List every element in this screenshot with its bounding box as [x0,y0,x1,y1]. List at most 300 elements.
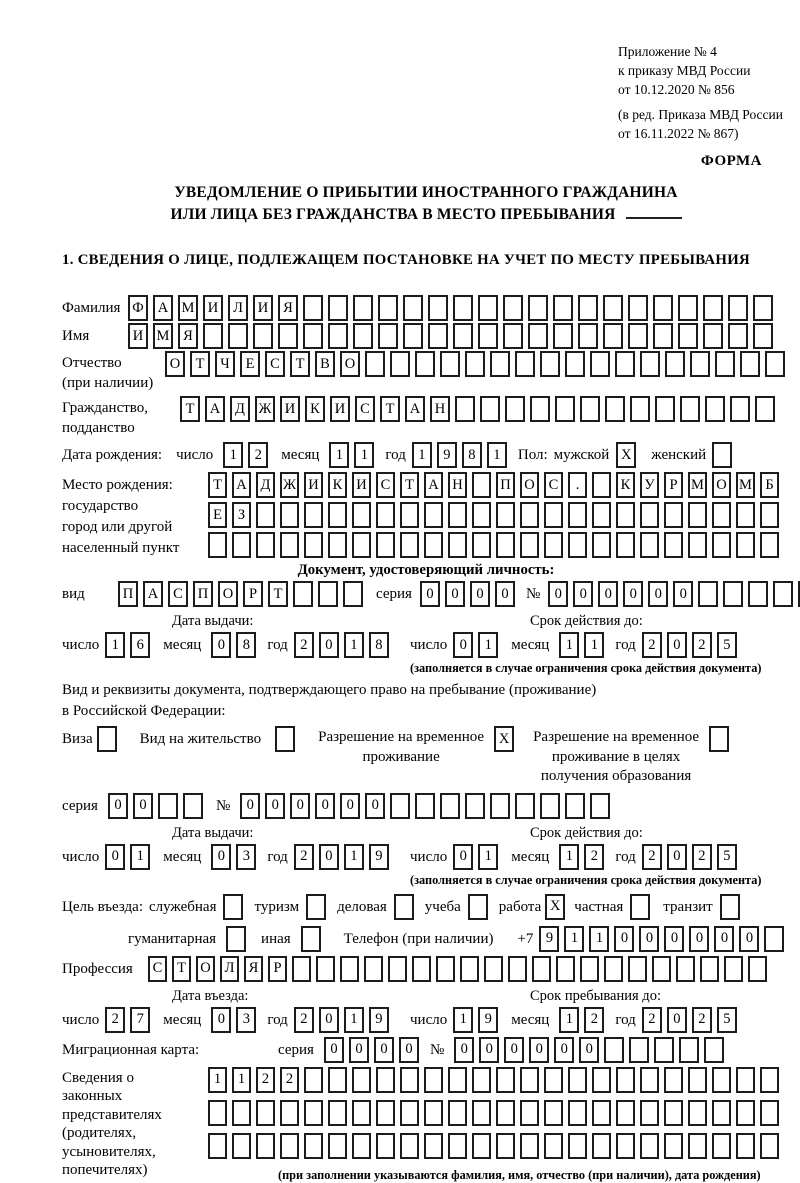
char-cell[interactable]: Ж [280,472,299,498]
char-cell[interactable]: Т [180,396,200,422]
char-cell[interactable] [318,581,338,607]
char-cell[interactable]: 1 [412,442,432,468]
char-cell[interactable]: 2 [280,1067,299,1093]
char-cell[interactable] [480,396,500,422]
char-cell[interactable] [415,351,435,377]
char-cell[interactable] [568,1133,587,1159]
char-cell[interactable]: Ч [215,351,235,377]
char-cell[interactable]: 0 [211,632,231,658]
char-cell[interactable] [736,502,755,528]
char-cell[interactable]: П [118,581,138,607]
char-cell[interactable] [203,323,223,349]
char-cell[interactable]: А [205,396,225,422]
char-cell[interactable] [158,793,178,819]
char-cell[interactable]: 0 [598,581,618,607]
char-cell[interactable] [328,295,348,321]
char-cell[interactable]: 0 [290,793,310,819]
residence-permit-checkbox[interactable] [275,726,295,752]
char-cell[interactable] [520,1133,539,1159]
char-cell[interactable]: 0 [495,581,515,607]
char-cell[interactable] [376,1067,395,1093]
char-cell[interactable]: 8 [369,632,389,658]
char-cell[interactable] [604,1037,624,1063]
char-cell[interactable] [400,1067,419,1093]
char-cell[interactable]: 2 [584,1007,604,1033]
char-cell[interactable] [428,323,448,349]
char-cell[interactable] [503,323,523,349]
char-cell[interactable]: 1 [453,1007,473,1033]
char-cell[interactable] [568,532,587,558]
char-cell[interactable]: 0 [374,1037,394,1063]
char-cell[interactable] [592,472,611,498]
char-cell[interactable] [424,1100,443,1126]
char-cell[interactable] [664,1067,683,1093]
char-cell[interactable]: 0 [340,793,360,819]
purpose-work-checkbox[interactable]: X [545,894,565,920]
char-cell[interactable]: О [218,581,238,607]
char-cell[interactable] [603,295,623,321]
char-cell[interactable]: 9 [369,844,389,870]
char-cell[interactable] [303,323,323,349]
char-cell[interactable]: 0 [623,581,643,607]
char-cell[interactable] [655,396,675,422]
char-cell[interactable] [253,323,273,349]
char-cell[interactable]: 0 [315,793,335,819]
char-cell[interactable]: К [616,472,635,498]
char-cell[interactable] [328,323,348,349]
char-cell[interactable]: О [196,956,215,982]
char-cell[interactable] [304,1133,323,1159]
char-cell[interactable] [760,1100,779,1126]
char-cell[interactable] [712,1100,731,1126]
char-cell[interactable]: 8 [462,442,482,468]
char-cell[interactable] [688,1133,707,1159]
char-cell[interactable]: 1 [223,442,243,468]
char-cell[interactable]: 3 [236,1007,256,1033]
char-cell[interactable] [544,502,563,528]
char-cell[interactable] [688,1067,707,1093]
char-cell[interactable] [615,351,635,377]
char-cell[interactable]: Е [208,502,227,528]
char-cell[interactable] [676,956,695,982]
char-cell[interactable]: Д [256,472,275,498]
char-cell[interactable] [603,323,623,349]
char-cell[interactable]: 0 [211,844,231,870]
char-cell[interactable] [328,532,347,558]
char-cell[interactable] [664,1133,683,1159]
char-cell[interactable] [390,351,410,377]
char-cell[interactable]: З [232,502,251,528]
char-cell[interactable] [712,1067,731,1093]
char-cell[interactable] [640,1100,659,1126]
char-cell[interactable] [505,396,525,422]
char-cell[interactable] [412,956,431,982]
char-cell[interactable] [448,532,467,558]
char-cell[interactable] [568,1100,587,1126]
char-cell[interactable] [376,532,395,558]
char-cell[interactable] [280,532,299,558]
char-cell[interactable] [328,1133,347,1159]
char-cell[interactable] [723,581,743,607]
char-cell[interactable]: Л [228,295,248,321]
char-cell[interactable]: 6 [130,632,150,658]
char-cell[interactable]: С [148,956,167,982]
char-cell[interactable] [736,1133,755,1159]
char-cell[interactable]: 1 [478,632,498,658]
char-cell[interactable] [365,351,385,377]
char-cell[interactable]: 2 [642,1007,662,1033]
char-cell[interactable]: С [376,472,395,498]
char-cell[interactable]: Р [268,956,287,982]
char-cell[interactable] [424,532,443,558]
char-cell[interactable]: 0 [689,926,709,952]
char-cell[interactable]: 1 [559,844,579,870]
char-cell[interactable] [515,351,535,377]
char-cell[interactable] [340,956,359,982]
char-cell[interactable] [304,1067,323,1093]
char-cell[interactable] [465,793,485,819]
char-cell[interactable] [532,956,551,982]
char-cell[interactable] [455,396,475,422]
char-cell[interactable] [496,1133,515,1159]
char-cell[interactable] [400,502,419,528]
char-cell[interactable]: 5 [717,1007,737,1033]
char-cell[interactable] [688,502,707,528]
char-cell[interactable]: Т [268,581,288,607]
char-cell[interactable]: 1 [487,442,507,468]
char-cell[interactable] [515,793,535,819]
char-cell[interactable] [353,295,373,321]
char-cell[interactable]: Н [430,396,450,422]
char-cell[interactable] [472,1100,491,1126]
temp-residence-checkbox[interactable]: X [494,726,514,752]
char-cell[interactable]: 0 [714,926,734,952]
char-cell[interactable] [628,956,647,982]
char-cell[interactable] [753,295,773,321]
char-cell[interactable] [496,532,515,558]
char-cell[interactable]: 1 [559,632,579,658]
char-cell[interactable] [553,323,573,349]
char-cell[interactable]: 0 [349,1037,369,1063]
char-cell[interactable]: 0 [639,926,659,952]
char-cell[interactable] [616,1067,635,1093]
char-cell[interactable]: 0 [667,1007,687,1033]
char-cell[interactable]: Р [664,472,683,498]
char-cell[interactable] [428,295,448,321]
char-cell[interactable] [256,1100,275,1126]
char-cell[interactable]: 0 [648,581,668,607]
char-cell[interactable]: И [280,396,300,422]
char-cell[interactable] [616,502,635,528]
char-cell[interactable] [256,1133,275,1159]
char-cell[interactable]: . [568,472,587,498]
char-cell[interactable] [703,323,723,349]
char-cell[interactable] [664,1100,683,1126]
char-cell[interactable] [448,502,467,528]
char-cell[interactable] [592,1067,611,1093]
char-cell[interactable] [724,956,743,982]
char-cell[interactable]: 0 [667,632,687,658]
char-cell[interactable]: 0 [319,1007,339,1033]
char-cell[interactable] [208,532,227,558]
char-cell[interactable]: 0 [573,581,593,607]
char-cell[interactable] [304,1100,323,1126]
char-cell[interactable] [712,532,731,558]
char-cell[interactable] [760,1067,779,1093]
char-cell[interactable]: 0 [108,793,128,819]
char-cell[interactable] [440,793,460,819]
char-cell[interactable]: 0 [319,632,339,658]
char-cell[interactable]: О [165,351,185,377]
char-cell[interactable]: 2 [105,1007,125,1033]
char-cell[interactable] [292,956,311,982]
char-cell[interactable] [664,532,683,558]
char-cell[interactable]: С [168,581,188,607]
char-cell[interactable] [592,502,611,528]
char-cell[interactable]: О [520,472,539,498]
char-cell[interactable] [496,502,515,528]
char-cell[interactable] [544,1100,563,1126]
char-cell[interactable] [316,956,335,982]
char-cell[interactable]: 7 [130,1007,150,1033]
char-cell[interactable] [453,295,473,321]
char-cell[interactable]: 0 [554,1037,574,1063]
char-cell[interactable]: П [496,472,515,498]
char-cell[interactable]: 0 [667,844,687,870]
char-cell[interactable] [228,323,248,349]
char-cell[interactable] [232,1100,251,1126]
char-cell[interactable] [760,532,779,558]
char-cell[interactable] [440,351,460,377]
char-cell[interactable] [753,323,773,349]
char-cell[interactable] [640,351,660,377]
char-cell[interactable]: С [265,351,285,377]
sex-female-checkbox[interactable] [712,442,732,468]
char-cell[interactable]: П [193,581,213,607]
char-cell[interactable]: 5 [717,844,737,870]
char-cell[interactable]: Н [448,472,467,498]
char-cell[interactable]: И [330,396,350,422]
char-cell[interactable] [553,295,573,321]
char-cell[interactable]: Д [230,396,250,422]
char-cell[interactable]: 0 [453,632,473,658]
char-cell[interactable] [183,793,203,819]
char-cell[interactable]: 0 [470,581,490,607]
char-cell[interactable] [698,581,718,607]
char-cell[interactable] [700,956,719,982]
char-cell[interactable] [280,1100,299,1126]
char-cell[interactable]: 1 [208,1067,227,1093]
purpose-study-checkbox[interactable] [468,894,488,920]
char-cell[interactable] [640,1067,659,1093]
char-cell[interactable] [652,956,671,982]
char-cell[interactable] [496,1067,515,1093]
char-cell[interactable] [736,1067,755,1093]
char-cell[interactable]: 0 [454,1037,474,1063]
char-cell[interactable]: М [688,472,707,498]
char-cell[interactable] [490,351,510,377]
char-cell[interactable] [736,532,755,558]
char-cell[interactable]: 1 [478,844,498,870]
char-cell[interactable]: И [203,295,223,321]
char-cell[interactable] [448,1067,467,1093]
char-cell[interactable] [640,502,659,528]
char-cell[interactable]: 0 [529,1037,549,1063]
char-cell[interactable]: 0 [445,581,465,607]
char-cell[interactable] [678,295,698,321]
char-cell[interactable] [540,793,560,819]
char-cell[interactable] [773,581,793,607]
char-cell[interactable] [748,581,768,607]
char-cell[interactable] [654,1037,674,1063]
char-cell[interactable] [528,323,548,349]
char-cell[interactable] [232,532,251,558]
char-cell[interactable] [472,502,491,528]
char-cell[interactable]: 1 [344,844,364,870]
char-cell[interactable]: 9 [478,1007,498,1033]
char-cell[interactable] [680,396,700,422]
char-cell[interactable]: Я [178,323,198,349]
char-cell[interactable] [304,502,323,528]
char-cell[interactable]: 0 [265,793,285,819]
char-cell[interactable] [448,1133,467,1159]
char-cell[interactable]: Ж [255,396,275,422]
char-cell[interactable]: 0 [133,793,153,819]
char-cell[interactable]: 2 [584,844,604,870]
char-cell[interactable]: 1 [105,632,125,658]
char-cell[interactable] [653,323,673,349]
char-cell[interactable] [578,295,598,321]
char-cell[interactable] [403,295,423,321]
char-cell[interactable] [208,1133,227,1159]
char-cell[interactable]: 0 [319,844,339,870]
char-cell[interactable] [280,1133,299,1159]
char-cell[interactable] [628,323,648,349]
char-cell[interactable] [378,295,398,321]
char-cell[interactable] [280,502,299,528]
char-cell[interactable] [528,295,548,321]
char-cell[interactable] [364,956,383,982]
char-cell[interactable] [565,351,585,377]
char-cell[interactable]: Е [240,351,260,377]
char-cell[interactable] [715,351,735,377]
char-cell[interactable] [353,323,373,349]
char-cell[interactable] [764,926,784,952]
char-cell[interactable] [568,502,587,528]
char-cell[interactable] [278,323,298,349]
char-cell[interactable] [376,1100,395,1126]
char-cell[interactable] [556,956,575,982]
purpose-humanitarian-checkbox[interactable] [226,926,246,952]
char-cell[interactable] [460,956,479,982]
char-cell[interactable]: 0 [739,926,759,952]
char-cell[interactable] [484,956,503,982]
char-cell[interactable]: А [143,581,163,607]
char-cell[interactable]: 1 [354,442,374,468]
char-cell[interactable] [508,956,527,982]
char-cell[interactable]: 9 [437,442,457,468]
char-cell[interactable] [580,956,599,982]
char-cell[interactable] [530,396,550,422]
char-cell[interactable]: Т [290,351,310,377]
char-cell[interactable] [568,1067,587,1093]
char-cell[interactable] [592,1133,611,1159]
char-cell[interactable]: С [355,396,375,422]
char-cell[interactable]: 1 [130,844,150,870]
char-cell[interactable] [453,323,473,349]
char-cell[interactable] [616,1100,635,1126]
char-cell[interactable]: 1 [584,632,604,658]
char-cell[interactable] [520,1067,539,1093]
char-cell[interactable] [390,793,410,819]
char-cell[interactable]: 1 [559,1007,579,1033]
char-cell[interactable]: М [178,295,198,321]
char-cell[interactable]: 9 [539,926,559,952]
char-cell[interactable] [629,1037,649,1063]
char-cell[interactable]: 3 [236,844,256,870]
char-cell[interactable] [578,323,598,349]
char-cell[interactable] [728,323,748,349]
char-cell[interactable] [580,396,600,422]
char-cell[interactable] [378,323,398,349]
purpose-business-checkbox[interactable] [394,894,414,920]
char-cell[interactable] [478,295,498,321]
char-cell[interactable]: О [340,351,360,377]
char-cell[interactable]: Я [278,295,298,321]
char-cell[interactable] [256,532,275,558]
char-cell[interactable] [712,1133,731,1159]
char-cell[interactable]: Т [208,472,227,498]
char-cell[interactable]: 2 [642,632,662,658]
char-cell[interactable] [376,502,395,528]
char-cell[interactable] [520,532,539,558]
char-cell[interactable]: 2 [294,632,314,658]
char-cell[interactable] [376,1133,395,1159]
char-cell[interactable]: 2 [692,1007,712,1033]
char-cell[interactable] [760,1133,779,1159]
char-cell[interactable]: Т [190,351,210,377]
char-cell[interactable] [352,502,371,528]
char-cell[interactable] [303,295,323,321]
char-cell[interactable] [540,351,560,377]
char-cell[interactable]: Б [760,472,779,498]
char-cell[interactable] [304,532,323,558]
char-cell[interactable] [688,532,707,558]
char-cell[interactable]: 2 [248,442,268,468]
char-cell[interactable]: 2 [642,844,662,870]
char-cell[interactable] [544,1133,563,1159]
char-cell[interactable]: С [544,472,563,498]
char-cell[interactable] [678,323,698,349]
char-cell[interactable] [665,351,685,377]
char-cell[interactable] [590,351,610,377]
char-cell[interactable] [424,1067,443,1093]
char-cell[interactable]: К [305,396,325,422]
char-cell[interactable] [520,1100,539,1126]
char-cell[interactable]: И [352,472,371,498]
char-cell[interactable] [328,502,347,528]
char-cell[interactable] [544,532,563,558]
char-cell[interactable] [328,1067,347,1093]
char-cell[interactable]: 2 [692,632,712,658]
char-cell[interactable] [616,1133,635,1159]
char-cell[interactable] [604,956,623,982]
char-cell[interactable]: Я [244,956,263,982]
char-cell[interactable] [208,1100,227,1126]
visa-checkbox[interactable] [97,726,117,752]
char-cell[interactable]: 1 [232,1067,251,1093]
char-cell[interactable]: 2 [256,1067,275,1093]
